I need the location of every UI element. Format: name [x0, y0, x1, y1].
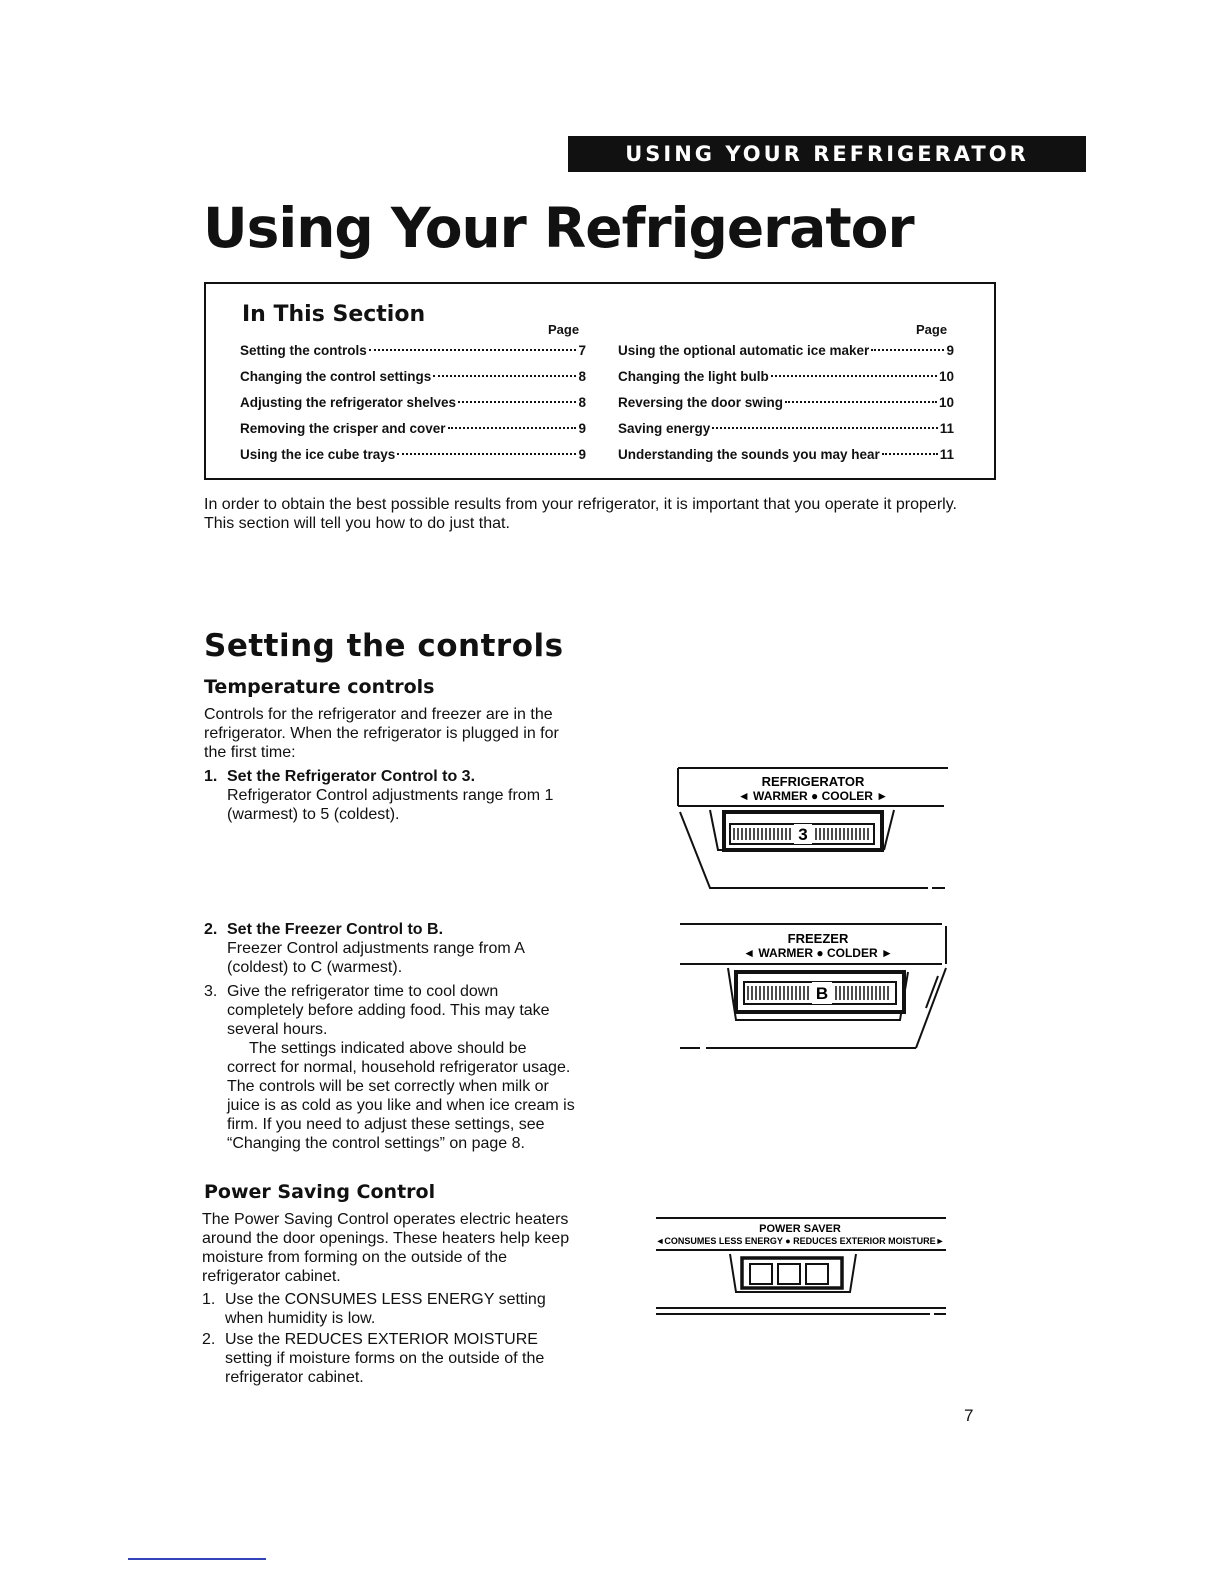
toc-entry-title: Saving energy — [618, 421, 711, 436]
toc-entry[interactable] — [618, 390, 954, 416]
freezer-setting-value: B — [815, 984, 829, 1003]
refrigerator-control-diagram — [670, 760, 960, 900]
toc-leader — [712, 427, 937, 429]
power-saver-direction: ◄CONSUMES LESS ENERGY ● REDUCES EXTERIOR MOISTURE► — [655, 1236, 945, 1246]
power-saver-diagram — [650, 1208, 960, 1328]
toc-entry-page: 10 — [938, 395, 954, 410]
power-saving-intro: The Power Saving Control operates electric heaters around the door openings. These heaters help keep moisture from forming on the outside of the refrigerator cabinet. — [202, 1211, 570, 1285]
toc-leader — [785, 401, 937, 403]
toc-entry-page: 8 — [578, 369, 586, 384]
step-body: Give the refrigerator time to cool down completely before adding food. This may take several hours. — [227, 983, 550, 1038]
toc-entry-page: 11 — [939, 447, 954, 462]
power-saver-switch[interactable] — [778, 1264, 800, 1284]
toc-entry[interactable] — [618, 338, 954, 364]
step-body: Refrigerator Control adjustments range from 1 (warmest) to 5 (coldest). — [227, 787, 554, 823]
step-number: 3. — [204, 983, 218, 1000]
freezer-control-diagram — [670, 916, 960, 1056]
toc-leader — [369, 349, 577, 351]
toc-heading: In This Section — [242, 302, 426, 327]
toc-list-left — [240, 338, 586, 468]
toc-leader — [882, 453, 938, 455]
toc-entry-title: Using the optional automatic ice maker — [618, 343, 870, 358]
temperature-intro: Controls for the refrigerator and freezer are in the refrigerator. When the refrigerator is plugged in for the first time: — [204, 706, 559, 761]
toc-entry[interactable] — [618, 416, 954, 442]
page-number: 7 — [964, 1406, 974, 1425]
step-number: 2. — [202, 1331, 216, 1348]
toc-leader — [433, 375, 576, 377]
refrigerator-setting-value: 3 — [798, 825, 808, 844]
toc-entry[interactable] — [240, 442, 586, 468]
toc-entry-page: 7 — [578, 343, 586, 358]
slider-track-marks-left — [734, 828, 790, 840]
step-number: 1. — [202, 1291, 216, 1308]
toc-entry[interactable] — [618, 364, 954, 390]
power-saver-label: POWER SAVER — [759, 1223, 841, 1235]
subsection-title-power-saving: Power Saving Control — [204, 1181, 436, 1203]
toc-entry-page: 8 — [578, 395, 586, 410]
toc-page-label-right: Page — [916, 322, 948, 337]
toc-entry-title: Removing the crisper and cover — [240, 421, 446, 436]
toc-leader — [397, 453, 576, 455]
step-body: Use the CONSUMES LESS ENERGY setting when humidity is low. — [225, 1291, 546, 1327]
in-this-section-box — [204, 282, 996, 480]
step-number: 2. — [204, 921, 218, 938]
intro-paragraph: In order to obtain the best possible results from your refrigerator, it is important that you operate it properly. This section will tell you how to do just that. — [204, 496, 957, 532]
toc-leader — [458, 401, 576, 403]
bottom-link-bar — [128, 1558, 266, 1560]
toc-entry[interactable] — [240, 390, 586, 416]
freezer-direction: ◄ WARMER ● COLDER ► — [743, 946, 893, 960]
section-title-setting-controls: Setting the controls — [204, 628, 564, 664]
toc-entry-page: 10 — [938, 369, 954, 384]
toc-entry-title: Setting the controls — [240, 343, 367, 358]
subsection-title-temperature: Temperature controls — [204, 676, 435, 698]
toc-entry-title: Adjusting the refrigerator shelves — [240, 395, 457, 410]
toc-entry-title: Changing the light bulb — [618, 369, 769, 384]
step-body: Use the REDUCES EXTERIOR MOISTURE setting if moisture forms on the outside of the refrigerator cabinet. — [225, 1331, 545, 1386]
toc-leader — [871, 349, 944, 351]
toc-list-right — [618, 338, 954, 468]
toc-entry-title: Understanding the sounds you may hear — [618, 447, 880, 462]
refrigerator-label: REFRIGERATOR — [761, 774, 865, 789]
toc-entry[interactable] — [240, 364, 586, 390]
toc-leader — [771, 375, 937, 377]
step-number: 1. — [204, 768, 218, 785]
toc-entry[interactable] — [240, 338, 586, 364]
toc-entry-title: Using the ice cube trays — [240, 447, 396, 462]
toc-entry-title: Changing the control settings — [240, 369, 432, 384]
toc-entry[interactable] — [240, 416, 586, 442]
toc-entry[interactable] — [618, 442, 954, 468]
step-heading: Set the Refrigerator Control to 3. — [227, 768, 476, 785]
step-heading: Set the Freezer Control to B. — [227, 921, 444, 938]
toc-entry-page: 9 — [578, 447, 586, 462]
step-body: Freezer Control adjustments range from A (coldest) to C (warmest). — [227, 940, 525, 976]
toc-entry-page: 11 — [939, 421, 954, 436]
step-body-note: The settings indicated above should be correct for normal, household refrigerator usage. The controls will be set correctly when milk or juice is as cold as you like and when ice cream is firm. If you need to adjust these settings, see “Changing the control settings” on page 8. — [227, 1040, 575, 1152]
toc-page-label-left: Page — [548, 322, 580, 337]
toc-leader — [448, 427, 577, 429]
page-title: Using Your Refrigerator — [203, 196, 914, 260]
toc-entry-page: 9 — [946, 343, 954, 358]
refrigerator-direction: ◄ WARMER ● COOLER ► — [737, 789, 889, 803]
freezer-label: FREEZER — [787, 931, 849, 946]
toc-entry-title: Reversing the door swing — [618, 395, 784, 410]
section-banner: USING YOUR REFRIGERATOR — [568, 136, 1086, 172]
toc-entry-page: 9 — [578, 421, 586, 436]
